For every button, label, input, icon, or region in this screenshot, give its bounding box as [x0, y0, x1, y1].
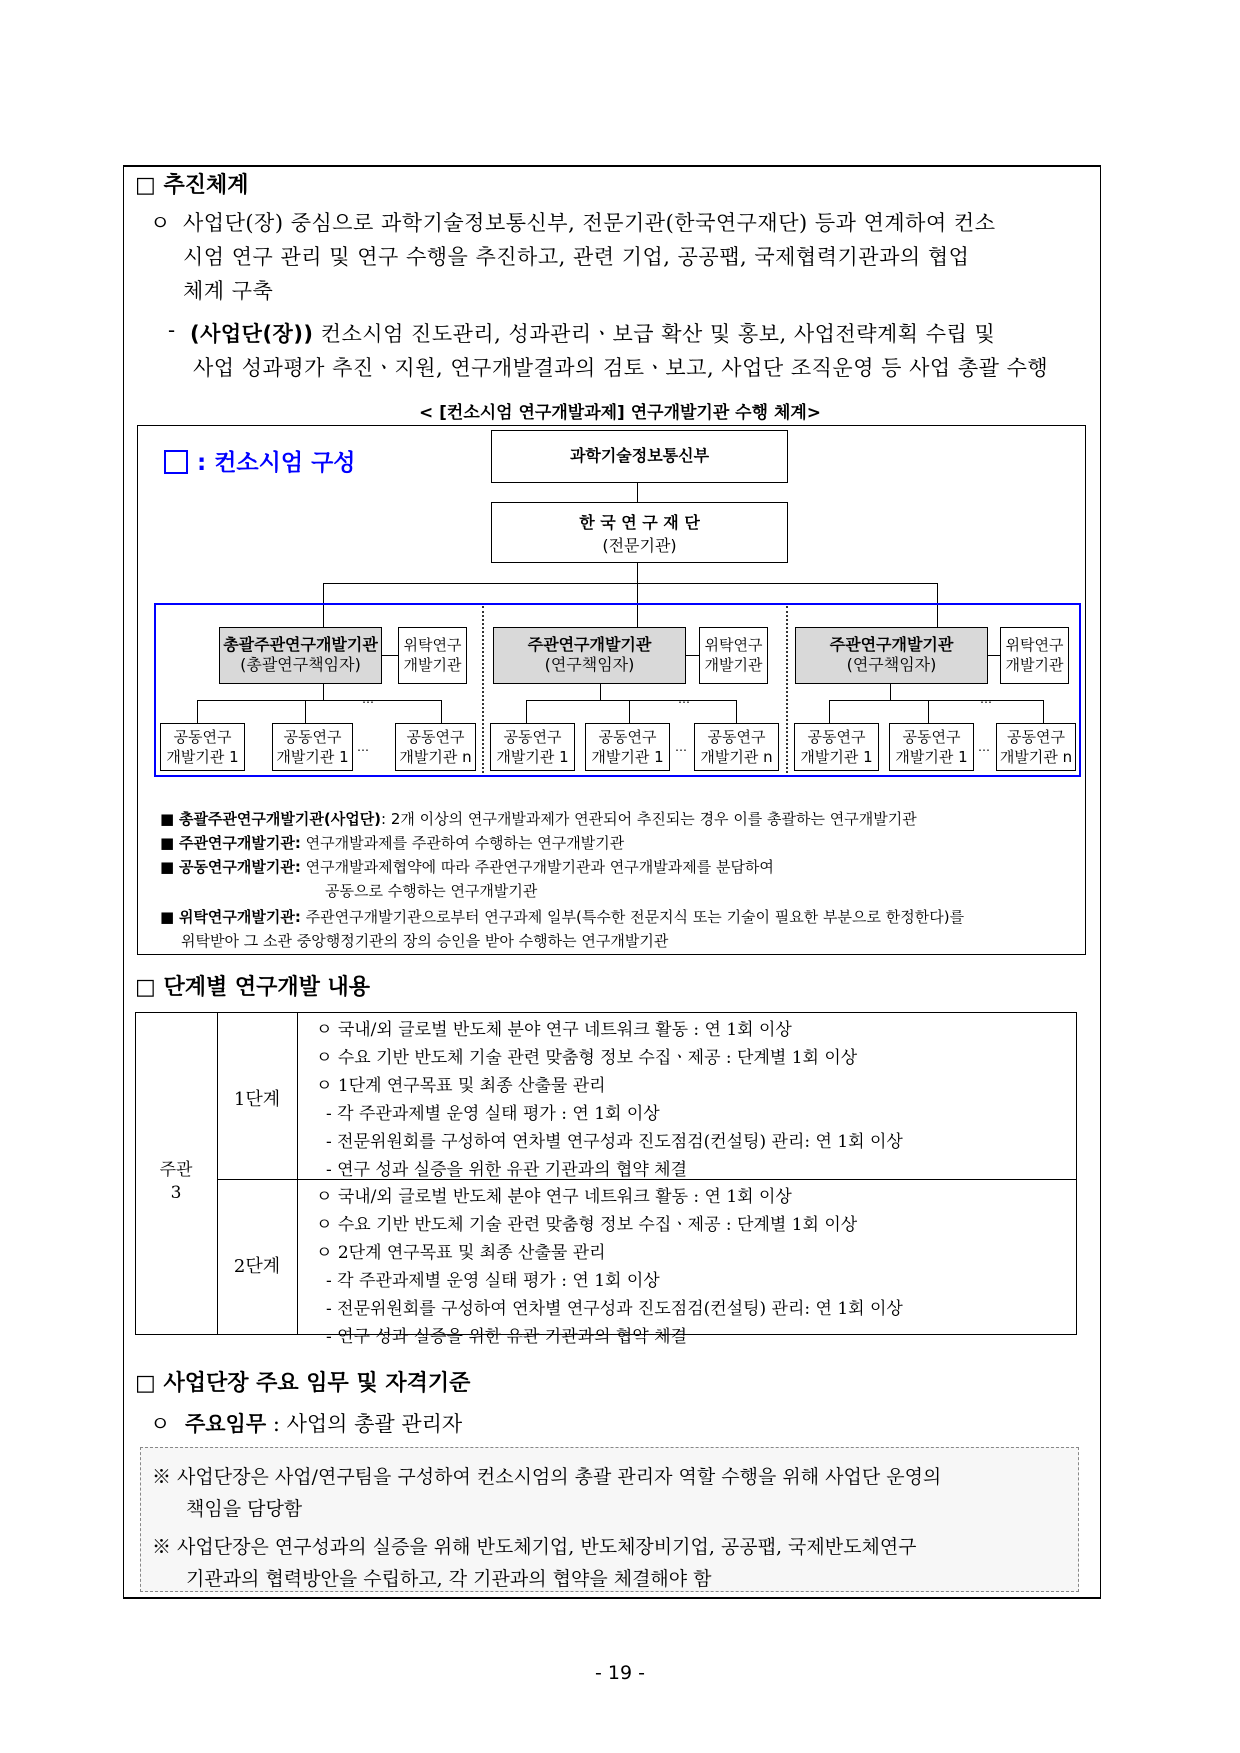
commissioned-box [398, 627, 467, 684]
stage-item: - 전문위원회를 구성하여 연차별 연구성과 진도점검(컨설팅) 관리: 연 1회 이상 [326, 1299, 903, 1319]
nrf-role: (전문기관) [602, 536, 677, 555]
definition-text: 연구개발과제협약에 따라 주관연구개발기관과 연구개발과제를 분담하여 [300, 858, 774, 876]
note-line: 책임을 담당함 [186, 1498, 303, 1520]
row-label: 주관 [159, 1160, 193, 1180]
connector [1043, 700, 1044, 723]
connector [323, 583, 938, 584]
definition-item: ■ 공동연구개발기관: 연구개발과제협약에 따라 주관연구개발기관과 연구개발과제를 분담하여 [160, 858, 774, 876]
joint-label: 공동연구 [1007, 728, 1065, 746]
connector [382, 655, 398, 656]
dash-marker: - [168, 318, 176, 342]
table-divider [297, 1012, 298, 1335]
definition-text: 연구개발과제를 주관하여 수행하는 연구개발기관 [300, 834, 625, 852]
joint-label: 공동연구 [173, 728, 232, 746]
nrf-name: 한 국 연 구 재 단 [579, 513, 700, 532]
stage-item: - 각 주관과제별 운영 실태 평가 : 연 1회 이상 [326, 1104, 660, 1124]
stage-item: - 연구 성과 실증을 위한 유관 기관과의 협약 체결 [326, 1327, 687, 1347]
connector [829, 700, 830, 723]
definition-item: ■ 총괄주관연구개발기관(사업단): 2개 이상의 연구개발과제가 연관되어 추진되는 경우 이를 총괄하는 연구개발기관 [160, 810, 917, 828]
definition-continuation: 공동으로 수행하는 연구개발기관 [325, 882, 538, 900]
lead-institution-box [219, 627, 382, 684]
stage-item: ㅇ 수요 기반 반도체 기술 관련 맞춤형 정보 수집ㆍ제공 : 단계별 1회 이상 [316, 1215, 858, 1235]
joint-institution-box [585, 723, 670, 771]
definition-term: 공동연구개발기관: [178, 858, 301, 876]
stage-item: ㅇ 2단계 연구목표 및 최종 산출물 관리 [316, 1243, 606, 1263]
ellipsis: … [362, 692, 374, 706]
ministry-box: 과학기술정보통신부 [491, 430, 788, 483]
sub-bold-term: (사업단(장)) [190, 322, 314, 346]
connector [197, 700, 198, 723]
joint-label: 개발기관 n [399, 748, 472, 766]
connector [305, 700, 306, 723]
joint-label: 공동연구 [807, 728, 866, 746]
connector [890, 684, 891, 700]
connector [526, 700, 737, 701]
joint-label: 개발기관 1 [166, 748, 239, 766]
note-line: ※ 사업단장은 사업/연구팀을 구성하여 컨소시엄의 총괄 관리자 역할 수행을 위해 사업단 운영의 [152, 1466, 942, 1488]
joint-label: 개발기관 n [999, 748, 1073, 766]
lead-institution-role: (연구책임자) [846, 655, 937, 674]
commissioned-label: 개발기관 [1005, 656, 1064, 674]
commissioned-label: 개발기관 [403, 656, 462, 674]
joint-label: 공동연구 [707, 728, 766, 746]
definition-text: : 2개 이상의 연구개발과제가 연관되어 추진되는 경우 이를 총괄하는 연구개발기관 [381, 810, 917, 828]
joint-label: 개발기관 1 [591, 748, 664, 766]
ellipsis: … [978, 740, 990, 754]
paragraph-line: 시엄 연구 관리 및 연구 수행을 추진하고, 관련 기업, 공공팹, 국제협력기관과의 협업 [183, 245, 970, 269]
stage-item: ㅇ 1단계 연구목표 및 최종 산출물 관리 [316, 1076, 606, 1096]
commissioned-label: 위탁연구 [704, 636, 763, 654]
definition-text: 주관연구개발기관으로부터 연구과제 일부(특수한 전문지식 또는 기술이 필요한 부분으로 한정한다)를 [300, 908, 965, 926]
joint-label: 공동연구 [598, 728, 657, 746]
joint-label: 공동연구 [283, 728, 342, 746]
commissioned-box [1000, 627, 1069, 684]
ellipsis: … [675, 740, 687, 754]
stage-label: 1단계 [233, 1089, 281, 1110]
joint-institution-box [395, 723, 476, 771]
definition-item: ■ 주관연구개발기관: 연구개발과제를 주관하여 수행하는 연구개발기관 [160, 834, 625, 852]
stage-item: ㅇ 수요 기반 반도체 기술 관련 맞춤형 정보 수집ㆍ제공 : 단계별 1회 이상 [316, 1048, 858, 1068]
connector [441, 700, 442, 723]
commissioned-label: 위탁연구 [403, 636, 462, 654]
lead-institution-name: 주관연구개발기관 [829, 635, 954, 654]
stage-item: ㅇ 국내/외 글로벌 반도체 분야 연구 네트워크 활동 : 연 1회 이상 [316, 1020, 792, 1040]
section-heading-director: □ 사업단장 주요 임무 및 자격기준 [135, 1371, 471, 1396]
lead-institution-box [493, 627, 686, 684]
legend-square [164, 450, 188, 474]
ellipsis: … [980, 692, 992, 706]
commissioned-label: 위탁연구 [1005, 636, 1064, 654]
nrf-box [491, 502, 788, 563]
commissioned-label: 개발기관 [704, 656, 763, 674]
diagram-caption: < [컨소시엄 연구개발과제] 연구개발기관 수행 체계> [418, 403, 822, 423]
definition-term: 위탁연구개발기관: [178, 908, 301, 926]
connector [197, 700, 442, 701]
ellipsis: … [678, 692, 690, 706]
stage-item: - 각 주관과제별 운영 실태 평가 : 연 1회 이상 [326, 1271, 660, 1291]
connector [736, 700, 737, 723]
note-line: 기관과의 협력방안을 수립하고, 각 기관과의 협약을 체결해야 함 [186, 1568, 712, 1590]
joint-label: 개발기관 1 [800, 748, 873, 766]
section-heading-structure: □ 추진체계 [135, 173, 249, 198]
joint-institution-box [794, 723, 879, 771]
ellipsis: … [357, 740, 369, 754]
connector [629, 700, 630, 723]
lead-institution-role: (총괄연구책임자) [240, 655, 361, 674]
definition-continuation: 위탁받아 그 소관 중앙행정기관의 장의 승인을 받아 수행하는 연구개발기관 [181, 932, 669, 950]
definition-item: ■ 위탁연구개발기관: 주관연구개발기관으로부터 연구과제 일부(특수한 전문지식 또는 기술이 필요한 부분으로 한정한다)를 [160, 908, 965, 926]
connector [686, 655, 699, 656]
group-divider [482, 606, 484, 773]
connector [928, 700, 929, 723]
bullet: ㅇ [150, 1412, 171, 1436]
page-number: - 19 - [595, 1662, 645, 1684]
connector [637, 483, 638, 502]
joint-label: 공동연구 [902, 728, 961, 746]
legend-label: : 컨소시엄 구성 [197, 450, 356, 476]
definition-term: 총괄주관연구개발기관(사업단) [178, 810, 382, 828]
connector [988, 655, 1000, 656]
joint-institution-box [996, 723, 1076, 771]
stage-item: - 전문위원회를 구성하여 연차별 연구성과 진도점검(컨설팅) 관리: 연 1회 이상 [326, 1132, 903, 1152]
lead-institution-name: 총괄주관연구개발기관 [223, 635, 378, 654]
joint-label: 개발기관 1 [496, 748, 569, 766]
stage-item: ㅇ 국내/외 글로벌 반도체 분야 연구 네트워크 활동 : 연 1회 이상 [316, 1187, 792, 1207]
connector [600, 684, 601, 700]
paragraph-line: 체계 구축 [183, 279, 274, 303]
joint-label: 공동연구 [406, 728, 465, 746]
joint-institution-box [272, 723, 353, 771]
joint-institution-box [160, 723, 245, 771]
paragraph-line: 사업단(장) 중심으로 과학기술정보통신부, 전문기관(한국연구재단) 등과 연계하여 컨소 [183, 211, 996, 235]
row-label: 3 [170, 1183, 182, 1203]
duty-line [150, 1408, 462, 1438]
paragraph-line: 컨소시엄 진도관리, 성과관리ㆍ보급 확산 및 홍보, 사업전략계획 수립 및 [313, 322, 996, 346]
connector [526, 700, 527, 723]
table-divider [217, 1012, 218, 1335]
paragraph-line: 사업 성과평가 추진ㆍ지원, 연구개발결과의 검토ㆍ보고, 사업단 조직운영 등 사업 총괄 수행 [193, 356, 1049, 380]
lead-institution-name: 주관연구개발기관 [527, 635, 652, 654]
connector [829, 700, 1044, 701]
stage-item: - 연구 성과 실증을 위한 유관 기관과의 협약 체결 [326, 1160, 687, 1180]
duty-text: : 사업의 총괄 관리자 [266, 1412, 463, 1436]
joint-label: 개발기관 1 [895, 748, 968, 766]
joint-label: 공동연구 [503, 728, 562, 746]
bullet: ㅇ [150, 211, 171, 235]
joint-institution-box [694, 723, 779, 771]
group-divider [786, 606, 788, 773]
joint-institution-box [889, 723, 974, 771]
section-heading-stages: □ 단계별 연구개발 내용 [135, 975, 371, 1000]
lead-institution-role: (연구책임자) [544, 655, 635, 674]
definition-term: 주관연구개발기관: [178, 834, 301, 852]
duty-term: 주요임무 [184, 1412, 267, 1436]
connector [323, 684, 324, 700]
joint-label: 개발기관 1 [276, 748, 349, 766]
commissioned-box [699, 627, 768, 684]
joint-institution-box [490, 723, 575, 771]
lead-institution-box [795, 627, 988, 684]
joint-label: 개발기관 n [700, 748, 773, 766]
stage-label: 2단계 [233, 1256, 281, 1277]
note-line: ※ 사업단장은 연구성과의 실증을 위해 반도체기업, 반도체장비기업, 공공팹, 국제반도체연구 [152, 1536, 917, 1558]
